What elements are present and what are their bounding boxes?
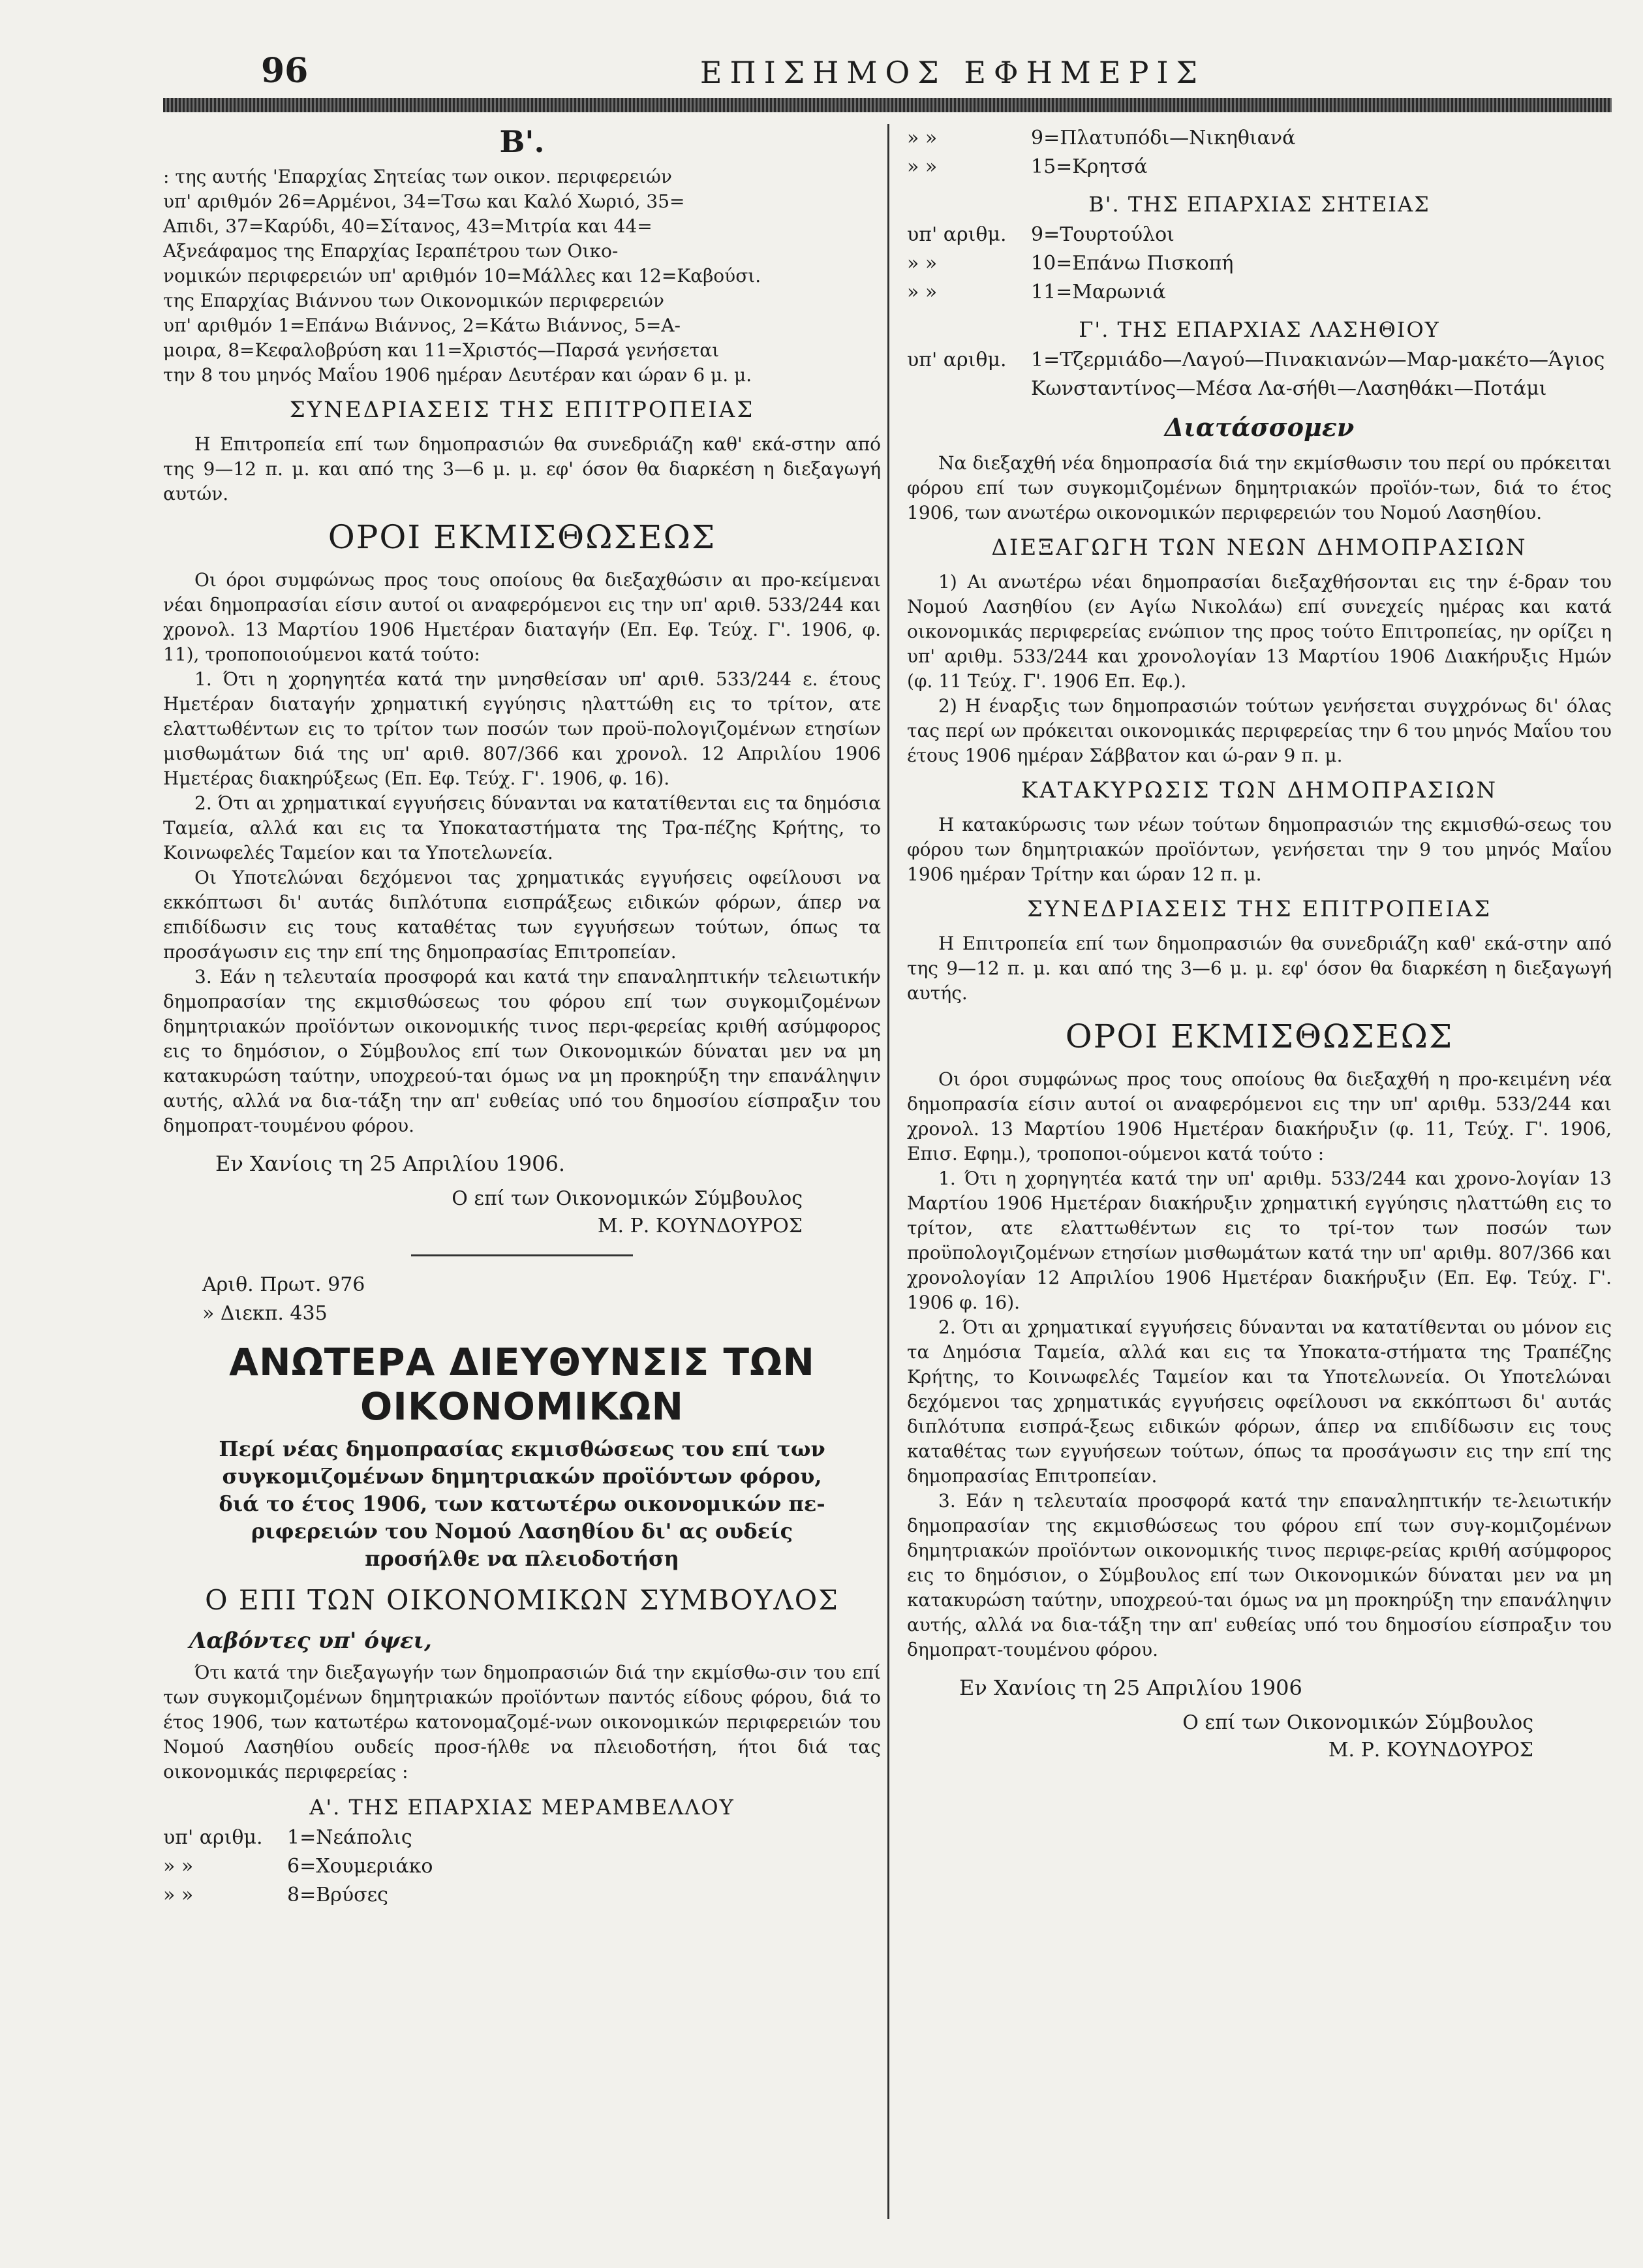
intro-block [163, 164, 881, 388]
sessions-text: Η Επιτροπεία επί των δημοπρασιών θα συνεδριάζη καθ' εκά-στην από της 9—12 π. μ. και από της 3—6 μ. μ. εφ' όσον θα διαρκέση η διεξαγωγή αυτής. [907, 933, 1612, 1004]
page-number: 96 [261, 51, 309, 91]
considering-text: Ότι κατά την διεξαγωγήν των δημοπρασιών διά την εκμίσθω-σιν του επί των συγκομιζομένων δημητριακών προϊόντων παντός είδους φόρου, διά το έτος 1906, των κατωτέρω κατονομαζομέ-νων οικονομικών περιφερειών του Νομού Λασηθίου ουδείς προσ-ήλθε να πλειοδοτήση, ήτοι διά τας οικονομικάς περιφερείας : [163, 1662, 881, 1782]
intro-line: της Επαρχίας Βιάννου των Οικονομικών περιφερειών [163, 290, 664, 311]
list-item: » » 6=Χουμεριάκο [163, 1855, 433, 1878]
date-line: Εν Χανίοις τη 25 Απριλίου 1906. [215, 1151, 566, 1176]
terms-heading: ΟΡΟΙ ΕΚΜΙΣΘΩΣΕΩΣ [1065, 1017, 1454, 1055]
subject-line: προσήλθε να πλειοδοτήση [365, 1546, 679, 1571]
decree-label: Διατάσσομεν [1164, 412, 1355, 442]
list-item: » » 15=Κρητσά [907, 155, 1148, 178]
term-1: 1. Ότι η χορηγητέα κατά την μνησθείσαν υπ' αριθ. 533/244 ε. έτους Ημετέραν διαταγήν χρηματική εγγύησις ηλαττώθη εις το τρίτον, ατε ελαττωθέντων εις το τρίτον των ποσών των προϋ-πολογιζομένων ετησίων μισθωμάτων διά της υπ' αριθ. 807/366 και χρονολ. 12 Απριλίου 1906 Ημετέρας διακηρύξεως (Επ. Εφ. Τεύχ. Γ'. 1906, φ. 16). [163, 668, 881, 789]
region-b-heading: Β'. ΤΗΣ ΕΠΑΡΧΙΑΣ ΣΗΤΕΙΑΣ [1088, 192, 1430, 217]
conduct-1: 1) Αι ανωτέρω νέαι δημοπρασίαι διεξαχθήσονται εις την έ-δραν του Νομού Λασηθίου (εν Αγίω Νικολάω) επί συνεχείς ημέρας και κατά οικονομικάς περιφερείας ενώπιον της προς τούτο Επιτροπείας, ην ορίζει η υπ' αριθμ. 533/244 και χρονολογίαν 13 Μαρτίου 1906 Διακήρυξις Ημών (φ. 11 Τεύχ. Γ'. 1906 Επ. Εφ.). [907, 571, 1612, 692]
decree-text: Να διεξαχθή νέα δημοπρασία διά την εκμίσθωσιν του περί ου πρόκειται φόρου επί των συγκομιζομένων δημητριακών προϊόν-των, διά το έτος 1906, των ανωτέρω οικονομικών περιφερειών του Νομού Λασηθίου. [907, 452, 1612, 523]
list-item: » » 11=Μαρωνιά [907, 281, 1166, 303]
running-title: ΕΠΙΣΗΜΟΣ ΕΦΗΜΕΡΙΣ [699, 55, 1206, 90]
section-letter: Β'. [499, 124, 545, 159]
term-2: 2. Ότι αι χρηματικαί εγγυήσεις δύνανται να κατατίθενται εις τα δημόσια Ταμεία, αλλά και εις τα Υποκαταστήματα της Τρα-πέζης Κρήτης, το Κοινωφελές Ταμείον και τα Υποτελωνεία. [163, 792, 881, 863]
dispatch-number: » Διεκπ. 435 [202, 1302, 328, 1325]
subject-line: ριφερειών του Νομού Λασηθίου δι' ας ουδείς [251, 1519, 793, 1544]
column-divider [887, 124, 889, 2219]
intro-line: υπ' αριθμόν 26=Αρμένοι, 34=Τσω και Καλό Χωριό, 35= [163, 191, 685, 212]
term-3: 3. Εάν η τελευταία προσφορά και κατά την επαναληπτικήν τελειωτικήν δημοπρασίαν της εκμισθώσεως του φόρου επί των συγκομιζομένων δημητριακών προϊόντων οικονομικής τινος περι-φερείας κριθή ασύμφορος εις το δημόσιον, ο Σύμβουλος επί των Οικονομικών δύναται μεν να μη κατακυρώση ταύτην, υποχρεού-ται όμως να μη προκηρύξη την επανάληψιν αυτής, αλλά να δια-τάξη την απ' ευθείας υπό του δημοσίου είσπραξιν του δημοπρατ-τουμένου φόρου. [163, 966, 881, 1136]
signer-name: Μ. Ρ. ΚΟΥΝΔΟΥΡΟΣ [597, 1215, 803, 1237]
region-a-heading: Α'. ΤΗΣ ΕΠΑΡΧΙΑΣ ΜΕΡΑΜΒΕΛΛΟΥ [309, 1795, 735, 1820]
date-line: Εν Χανίοις τη 25 Απριλίου 1906 [959, 1675, 1302, 1700]
subject-block [163, 1435, 881, 1572]
intro-line: υπ' αριθμόν 1=Επάνω Βιάννος, 2=Κάτω Βιάννος, 5=Α- [163, 315, 681, 336]
subject-line: Περί νέας δημοπρασίας εκμισθώσεως του επί των [219, 1437, 825, 1461]
terms-intro: Οι όροι συμφώνως προς τους οποίους θα διεξαχθώσιν αι προ-κείμεναι νέαι δημοπρασίαι είσιν αυτοί οι αναφερόμενοι εις την υπ' αριθ. 533/244 και χρονολ. 13 Μαρτίου 1906 Ημετέραν διαταγήν (Επ. Εφ. Τεύχ. Γ'. 1906, φ. 11), τροποποιούμενοι κατά τούτο: [163, 569, 881, 665]
sessions-heading: ΣΥΝΕΔΡΙΑΣΕΙΣ ΤΗΣ ΕΠΙΤΡΟΠΕΙΑΣ [1026, 896, 1492, 922]
separator-rule [411, 1254, 633, 1256]
list-item: » » 8=Βρύσες [163, 1884, 388, 1906]
subject-line: διά το έτος 1906, των κατωτέρω οικονομικών πε- [219, 1491, 825, 1516]
subject-line: συγκομιζομένων δημητριακών προϊόντων φόρου, [222, 1464, 822, 1489]
list-item: υπ' αριθμ. 9=Τουρτούλοι [907, 223, 1175, 246]
terms-intro: Οι όροι συμφώνως προς τους οποίους θα διεξαχθή η προ-κειμένη νέα δημοπρασία είσιν αυτοί οι αναφερόμενοι εις την υπ' αριθμ. 533/244 και χρονολ. 13 Μαρτίου 1906 Ημετέραν διακήρυξιν (φ. 11, Τεύχ. Γ'. 1906, Επισ. Εφημ.), τροποποι-ούμενοι κατά τούτο : [907, 1068, 1612, 1164]
term-2b: Οι Υποτελώναι δεχόμενοι τας χρηματικάς εγγυήσεις οφείλουσι να εκκόπτωσι δι' αυτάς διπλότυπα εισπράξεως ειδικών φόρων, άπερ να επιδίδωσιν εις τους καταθέτας των εγγυήσεων τούτων, όπως τα προσάγωσιν εις την επί της δημοπρασίας Επιτροπείαν. [163, 867, 881, 963]
intro-line: : της αυτής 'Επαρχίας Σητείας των οικον. περιφερειών [163, 166, 672, 187]
signer-title: Ο επί των Οικονομικών Σύμβουλος [452, 1187, 803, 1210]
term-3: 3. Εάν η τελευταία προσφορά κατά την επαναληπτικήν τε-λειωτικήν δημοπρασίαν της εκμισθώσεως του φόρου επί των συγ-κομιζομένων δημητριακών προϊόντων οικονομικής τινος περιφε-ρείας κριθή ασύμφορος εις το δημόσιον, ο Σύμβουλος επί των Οικονομικών δύναται μεν να μη κατακυρώση ταύτην, υποχρεού-ται όμως να μη προκηρύξη την επανάληψιν αυτής, αλλά να δια-τάξη την απ' ευθείας υπό του δημοσίου είσπραξιν του δημοπρατ-τουμένου φόρου. [907, 1490, 1612, 1660]
list-item: υπ' αριθμ. 1=Τζερμιάδο—Λαγού—Πινακιανών—Μαρ-μακέτο—Άγιος Κωνσταντίνος—Μέσα Λα-σήθι—Λασηθάκι—Ποτάμι [907, 349, 1605, 400]
list-item: υπ' αριθμ. 1=Νεάπολις [163, 1826, 412, 1849]
intro-line: νομικών περιφερειών υπ' αριθμόν 10=Μάλλες και 12=Καβούσι. [163, 265, 761, 287]
adjudication-heading: ΚΑΤΑΚΥΡΩΣΙΣ ΤΩΝ ΔΗΜΟΠΡΑΣΙΩΝ [1021, 777, 1498, 803]
term-1: 1. Ότι η χορηγητέα κατά την υπ' αριθμ. 533/244 και χρονο-λογίαν 13 Μαρτίου 1906 Ημετέραν διακήρυξιν χρηματική εγγύησις ηλαττώθη εις το τρίτον, ατε ελαττωθέντων εις το τρί-τον των ποσών των προϋπολογιζομένων ετησίων μισθωμάτων κατά την υπ' αριθμ. 807/366 και χρονολογίαν 12 Απριλίου 1906 Ημετέραν διακήρυξιν (Επ. Εφ. Τεύχ. Γ'. 1906 φ. 16). [907, 1168, 1612, 1313]
right-column [907, 124, 1612, 1764]
signer-name: Μ. Ρ. ΚΟΥΝΔΟΥΡΟΣ [1328, 1739, 1533, 1762]
conduct-heading: ΔΙΕΞΑΓΩΓΗ ΤΩΝ ΝΕΩΝ ΔΗΜΟΠΡΑΣΙΩΝ [991, 535, 1528, 561]
page-header [163, 46, 1605, 104]
intro-line: την 8 του μηνός Μαΐου 1906 ημέραν Δευτέραν και ώραν 6 μ. μ. [163, 364, 752, 386]
protocol-number: Αριθ. Πρωτ. 976 [202, 1273, 365, 1296]
header-rule [163, 98, 1612, 112]
region-c-heading: Γ'. ΤΗΣ ΕΠΑΡΧΙΑΣ ΛΑΣΗΘΙΟΥ [1079, 317, 1440, 342]
sessions-text: Η Επιτροπεία επί των δημοπρασιών θα συνεδριάζη καθ' εκά-στην από της 9—12 π. μ. και από της 3—6 μ. μ. εφ' όσον θα διαρκέση η διεξαγωγή αυτών. [163, 433, 881, 505]
list-item: » » 10=Επάνω Πισκοπή [907, 252, 1234, 275]
intro-line: Απιδι, 37=Καρύδι, 40=Σίτανος, 43=Μιτρία και 44= [163, 215, 653, 237]
left-column [163, 124, 881, 1910]
sessions-heading: ΣΥΝΕΔΡΙΑΣΕΙΣ ΤΗΣ ΕΠΙΤΡΟΠΕΙΑΣ [289, 397, 755, 423]
list-item: » » 9=Πλατυπόδι—Νικηθιανά [907, 127, 1296, 149]
adjudication-text: Η κατακύρωσις των νέων τούτων δημοπρασιών της εκμισθώ-σεως του φόρου των δημητριακών προϊόντων, γενήσεται την 9 του μηνός Μαΐου 1906 ημέραν Τρίτην και ώραν 12 π. μ. [907, 814, 1612, 885]
intro-line: μοιρα, 8=Κεφαλοβρύση και 11=Χριστός—Παρσά γενήσεται [163, 339, 720, 361]
term-2: 2. Ότι αι χρηματικαί εγγυήσεις δύνανται να κατατίθενται ου μόνον εις τα Δημόσια Ταμεία, αλλά και εις τα Υποκατα-στήματα της Τραπέζης Κρήτης, το Κοινωφελές Ταμείον και τα Υποτελωνεία. Οι Υποτελώναι δεχόμενοι τας χρηματικάς εγγυήσεις οφείλουσι να εκκόπτωσι δι' αυτάς διπλότυπα εισπρά-ξεως ειδικών φόρων, άπερ να επιδίδωσιν εις τους καταθέτας των εγγυήσεων τούτων, όπως τα προσάγωσιν εις την επί της δημοπρασίας Επιτροπείαν. [907, 1316, 1612, 1487]
considering-label: Λαβόντες υπ' όψει, [189, 1628, 432, 1654]
authority-title: ΑΝΩΤΕΡΑ ΔΙΕΥΘΥΝΣΙΣ ΤΩΝ ΟΙΚΟΝΟΜΙΚΩΝ [229, 1340, 815, 1429]
terms-heading: ΟΡΟΙ ΕΚΜΙΣΘΩΣΕΩΣ [328, 518, 716, 556]
signer-title: Ο επί των Οικονομικών Σύμβουλος [1182, 1711, 1533, 1734]
council-heading: Ο ΕΠΙ ΤΩΝ ΟΙΚΟΝΟΜΙΚΩΝ ΣΥΜΒΟΥΛΟΣ [205, 1584, 839, 1616]
conduct-2: 2) Η έναρξις των δημοπρασιών τούτων γενήσεται συγχρόνως δι' όλας τας περί ων πρόκειται οικονομικάς περιφερείας την 6 του μηνός Μαΐου του έτους 1906 ημέραν Σάββατον και ώ-ραν 9 π. μ. [907, 695, 1612, 766]
intro-line: Αξνεάφαμος της Επαρχίας Ιεραπέτρου των Οικο- [163, 240, 619, 262]
